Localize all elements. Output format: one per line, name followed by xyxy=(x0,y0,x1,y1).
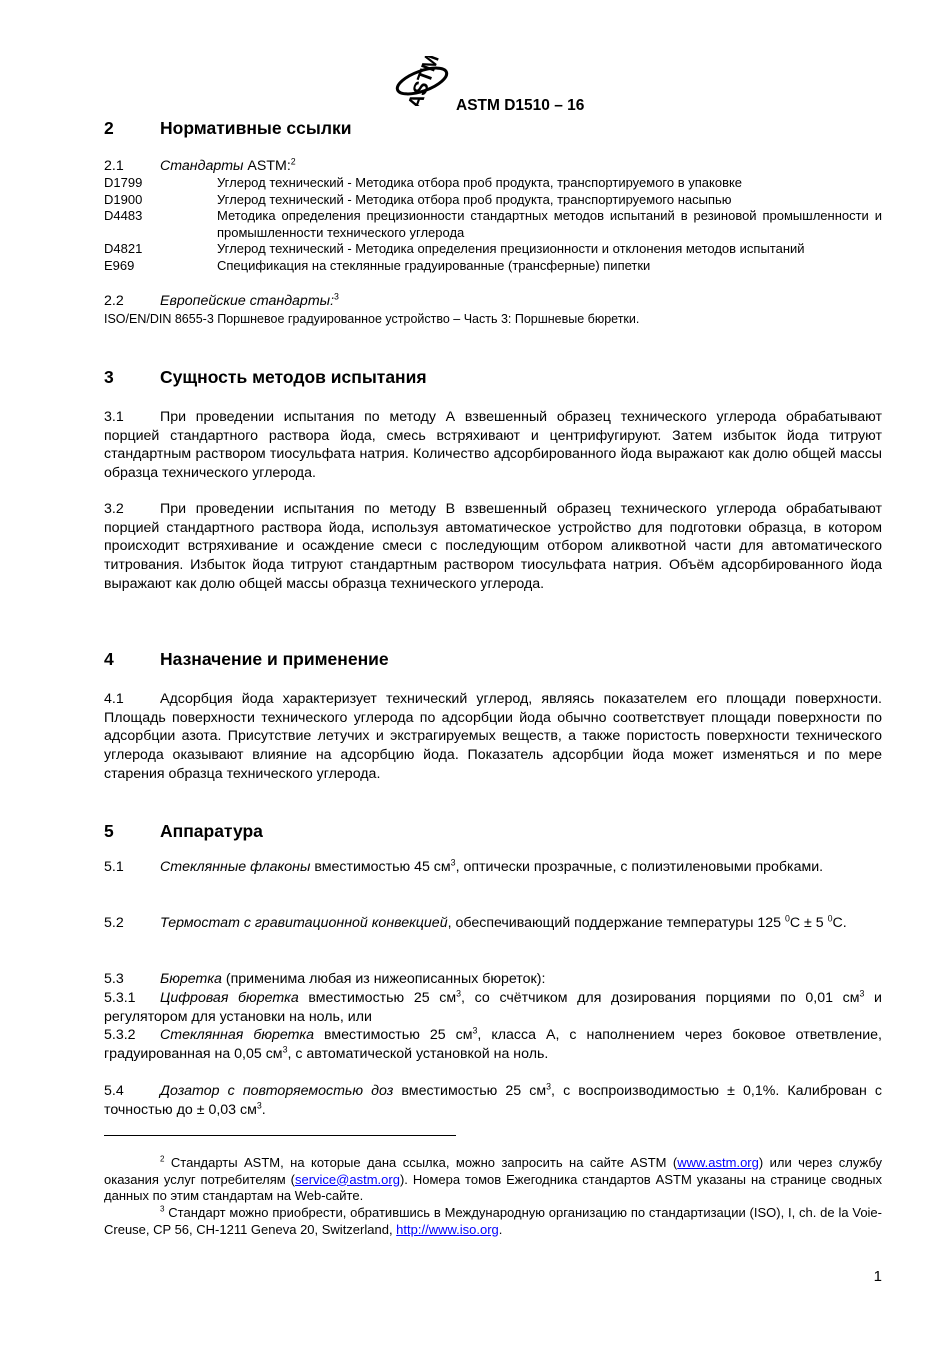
section-5-heading xyxy=(104,820,882,842)
clause-number: 5.3.1 xyxy=(104,990,136,1006)
footnote-mark: 2 xyxy=(160,1154,165,1164)
clause-text: При проведении испытания по методу А взвешенный образец технического углерода обрабатывают порцией стандартного раствора йода, смесь встряхивают и центрифугируют. Затем избыток йода титруют стандартным раствором тиосульфата натрия. Количество адсорбированного йода выражают как долю общей массы образца технического углерода. xyxy=(104,409,882,482)
reference-code: D1799 xyxy=(104,175,143,190)
reference-code: D4483 xyxy=(104,208,143,223)
clause-text: вместимостью 45 см xyxy=(310,859,451,875)
reference-item xyxy=(104,258,882,275)
reference-code: E969 xyxy=(104,257,135,273)
reference-item xyxy=(104,208,882,241)
paragraph-2-2 xyxy=(104,292,882,311)
clause-text: вместимостью 25 см xyxy=(393,1083,547,1099)
clause-text: , с воспроизводимостью ± 0,1%. Калиброван с точностью до ± 0,03 см xyxy=(104,1083,883,1118)
superscript: 3 xyxy=(472,1025,478,1036)
clause-number: 4.1 xyxy=(104,691,124,707)
clause-text: . xyxy=(261,1101,266,1118)
clause-term: Стеклянные флаконы xyxy=(160,859,311,875)
clause-text: (применима любая из нижеописанных бюреток): xyxy=(221,971,546,987)
clause-term: Термостат с гравитационной конвекцией xyxy=(160,915,448,931)
superscript: 0 xyxy=(827,913,833,924)
astm-service-email-link[interactable]: service@astm.org xyxy=(294,1171,400,1187)
superscript: 3 xyxy=(256,1099,262,1110)
footnote-text: ) или через службу оказания услуг потребителям ( xyxy=(104,1155,882,1187)
section-3-heading xyxy=(104,366,882,388)
paragraph-5-3 xyxy=(104,970,882,989)
clause-term: Дозатор с повторяемостью доз xyxy=(160,1083,394,1099)
paragraph-4-1 xyxy=(104,690,882,784)
clause-text: При проведении испытания по методу В взвешенный образец технического углерода обрабатывают порцией стандартного раствора йода, используя автоматическое устройство для подготовки образца, в котором происходит встряхивание и осаждение смеси с последующим отбором аликвотной части для автоматического титрования. Избыток йода титруют стандартным раствором тиосульфата натрия. Объём адсорбированного йода выражают как долю общей массы образца технического углерода. xyxy=(104,501,882,592)
clause-text: , со счётчиком для дозирования порциями по 0,01 см xyxy=(461,990,860,1006)
footnote-text: . xyxy=(498,1221,503,1237)
section-4-heading xyxy=(104,648,882,670)
reference-title: Спецификация на стеклянные градуированные (трансферные) пипетки xyxy=(217,257,651,273)
clause-number: 5.3 xyxy=(104,971,124,987)
superscript: 3 xyxy=(456,988,462,999)
clause-term: Стеклянная бюретка xyxy=(160,1027,315,1043)
clause-number: 3.1 xyxy=(104,409,124,425)
clause-text: и регулятором для установки на ноль, или xyxy=(104,990,882,1025)
superscript: 3 xyxy=(450,857,456,868)
clause-text: ASTM: xyxy=(243,158,291,174)
section-title: Назначение и применение xyxy=(160,649,389,669)
svg-text:ASTM: ASTM xyxy=(403,56,444,106)
clause-text: , класса А, с наполнением через боковое ответвление, градуированная на 0,05 см xyxy=(104,1027,882,1062)
footnote-2 xyxy=(104,1155,882,1205)
clause-number: 5.1 xyxy=(104,859,124,875)
clause-term: Цифровая бюретка xyxy=(160,990,299,1006)
paragraph-5-3-1 xyxy=(104,989,882,1026)
section-title: Аппаратура xyxy=(160,821,263,841)
astm-logo xyxy=(392,56,452,106)
iso-website-link[interactable]: http://www.iso.org xyxy=(396,1221,499,1237)
reference-title: Методика определения прецизионности стандартных методов испытаний в резиновой промышленности и промышленности технического углерода xyxy=(217,208,882,240)
clause-number: 5.3.2 xyxy=(104,1027,136,1043)
section-2-heading xyxy=(104,117,882,139)
paragraph-2-1 xyxy=(104,157,882,176)
clause-text: вместимостью 25 см xyxy=(314,1027,473,1043)
reference-item xyxy=(104,192,882,209)
section-number: 2 xyxy=(104,118,114,138)
clause-number: 5.4 xyxy=(104,1083,124,1099)
footnote-text: ). Номера томов Ежегодника стандартов ASTM указаны на странице сводных данных по этим стандартам на Web-сайте. xyxy=(104,1171,882,1203)
superscript: 0 xyxy=(784,913,790,924)
footnote-text: Стандарт можно приобрести, обратившись в Международную организацию по стандартизации (ISO), I, ch. de la Voie-Creuse, CP 56, CH-1211 Geneva 20, Switzerland, xyxy=(104,1205,882,1237)
footnote-ref: 2 xyxy=(290,156,296,167)
reference-title: Углерод технический - Методика отбора проб продукта, транспортируемого насыпью xyxy=(217,191,732,207)
paragraph-5-3-2 xyxy=(104,1026,882,1063)
clause-text: , оптически прозрачные, с полиэтиленовыми пробками. xyxy=(455,859,824,875)
clause-term: Бюретка xyxy=(160,971,222,987)
clause-term: Стандарты xyxy=(160,158,244,174)
paragraph-3-1 xyxy=(104,408,882,483)
clause-number: 2.1 xyxy=(104,158,124,174)
reference-title: Углерод технический - Методика определения прецизионности и отклонения методов испытаний xyxy=(217,241,805,256)
footnote-text: Стандарты ASTM, на которые дана ссылка, можно запросить на сайте ASTM ( xyxy=(164,1155,678,1170)
section-number: 4 xyxy=(104,649,114,669)
clause-number: 3.2 xyxy=(104,501,124,517)
paragraph-3-2 xyxy=(104,500,882,594)
footnote-separator xyxy=(104,1135,456,1136)
section-number: 3 xyxy=(104,367,114,387)
superscript: 3 xyxy=(546,1081,552,1092)
paragraph-5-2 xyxy=(104,914,882,933)
clause-text: вместимостью 25 см xyxy=(298,990,457,1006)
reference-code: D1900 xyxy=(104,191,143,207)
reference-list xyxy=(104,175,882,274)
reference-title: Углерод технический - Методика отбора проб продукта, транспортируемого в упаковке xyxy=(217,175,743,190)
section-title: Нормативные ссылки xyxy=(160,118,352,138)
reference-item xyxy=(104,175,882,192)
paragraph-5-4 xyxy=(104,1082,882,1119)
clause-text: С ± 5 xyxy=(789,915,828,931)
clause-text: , с автоматической установкой на ноль. xyxy=(287,1045,549,1062)
paragraph-5-1 xyxy=(104,858,882,877)
page-number: 1 xyxy=(873,1268,882,1285)
footnote-ref: 3 xyxy=(334,291,339,302)
clause-text: Адсорбция йода характеризует технический углерод, являясь показателем его площади поверхности. Площадь поверхности технического углерода по адсорбции йода обычно соответствует площади поверхности по адсорбции азота. Присутствие летучих и экстрагируемых веществ, а также пористость поверхности технического углерода оказывают влияние на адсорбцию йода. Показатель адсорбции йода может изменяться и по мере старения образца технического углерода. xyxy=(104,691,882,782)
superscript: 3 xyxy=(859,988,865,999)
clause-text: , обеспечивающий поддержание температуры 125 xyxy=(447,915,785,931)
footnote-mark: 3 xyxy=(160,1204,165,1214)
document-id: ASTM D1510 – 16 xyxy=(456,97,585,114)
astm-website-link[interactable]: www.astm.org xyxy=(677,1155,759,1170)
footnote-3 xyxy=(104,1205,882,1238)
section-title: Сущность методов испытания xyxy=(160,367,427,387)
iso-reference: ISO/EN/DIN 8655-3 Поршневое градуированное устройство – Часть 3: Поршневые бюретки. xyxy=(104,312,640,326)
superscript: 3 xyxy=(282,1043,288,1054)
reference-item xyxy=(104,241,882,258)
clause-text: С. xyxy=(832,915,847,931)
clause-number: 2.2 xyxy=(104,293,124,309)
reference-code: D4821 xyxy=(104,241,143,256)
clause-term: Европейские стандарты: xyxy=(160,293,335,309)
section-number: 5 xyxy=(104,821,114,841)
clause-number: 5.2 xyxy=(104,915,124,931)
